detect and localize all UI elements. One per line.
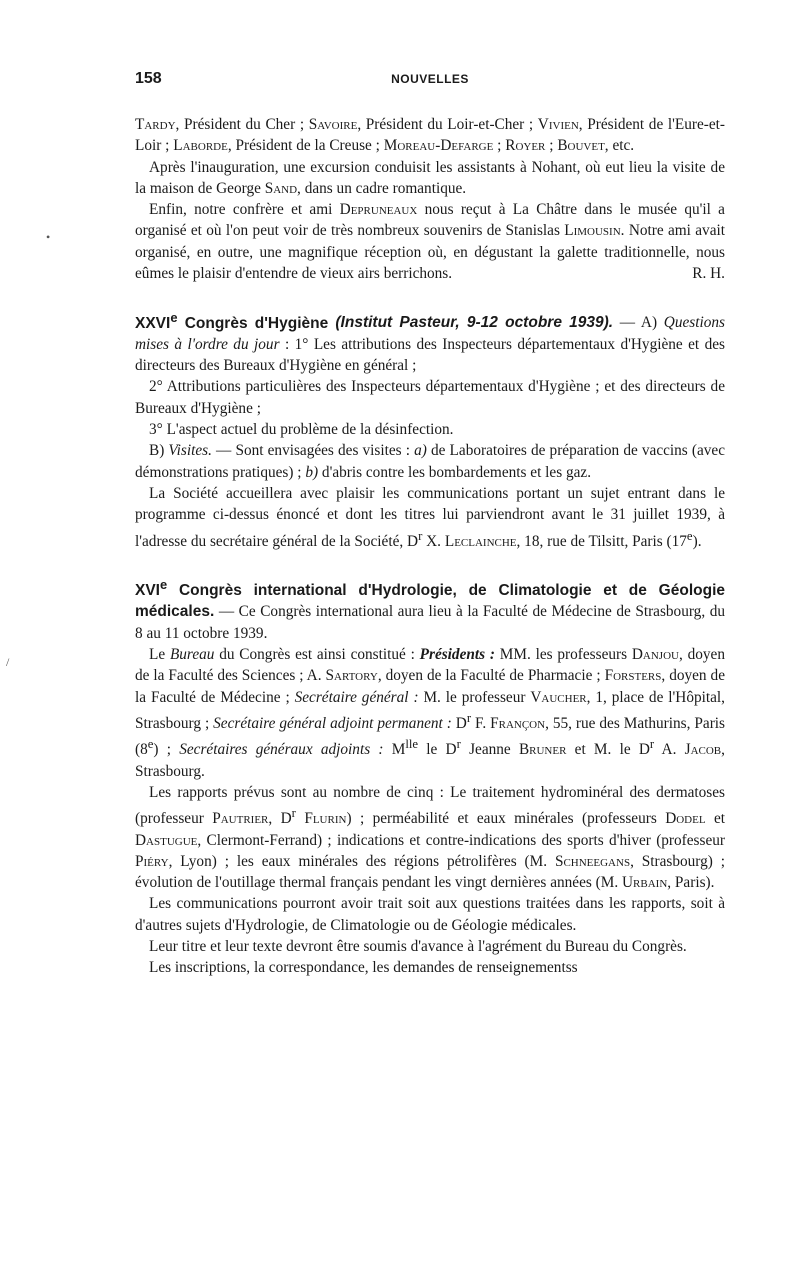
person-name: Depruneaux — [339, 201, 418, 219]
paragraph-approval: Leur titre et leur texte devront être soumis d'avance à l'agrément du Bureau du Congrès. — [149, 938, 687, 956]
person-name: Savoire — [308, 116, 358, 133]
person-name: Jacob — [684, 741, 722, 759]
person-name: Moreau- — [383, 137, 441, 155]
section-heading-subtitle: (Institut Pasteur, 9-12 octobre 1939). — [335, 314, 614, 332]
paragraph-visits: B) Visites. — Sont envisagées des visites : a) de Laboratoires de préparation de vaccins (avec démonstrations pratiques) ; b) d'abris contre les bombardements et les gaz. — [135, 442, 725, 481]
person-name: Tardy — [135, 116, 176, 133]
paragraph-reports: Les rapports prévus sont au nombre de cinq : Le traitement hydrominéral des dermatoses (professeur Pautrier, $D^r$ Flurin) ; perméabilité et eaux minérales (professeurs Dodel et Dastugue, Clermont-Ferrand) ; indications et contre-indications des sports d'hiver (professeur Piéry, Lyon) ; les eaux minérales des régions pétrolifères (M. Schneegans, Strasbourg) ; évolution de l'outillage thermal français pendant les vingt dernières années (M. Urbain, Paris). — [135, 783, 726, 892]
paragraph-communications: Les communications pourront avoir trait soit aux questions traitées dans les rapports, soit à d'autres sujets d'Hydrologie, de Climatologie ou de Géologie médicales. — [135, 895, 725, 934]
person-name: Flurin — [304, 810, 347, 828]
paragraph-delegates: Tardy, Président du Cher ; Savoire, Président du Loir-et-Cher ; Vivien, Président de l'Eure-et-Loir ; Laborde, Président de la Creuse ; Moreau-Defarge ; Royer ; Bouvet, etc. — [135, 116, 725, 155]
section-hygiene-congress: XXVIe Congrès d'Hygiène (Institut Pasteur, 9-12 octobre 1939). — A) Questions mises à l'ordre du jour : 1° Les attributions des Inspecteurs départementaux d'Hygiène et des directeurs des Bureaux d'Hygiène en général ; — [135, 309, 725, 375]
section-heading: XXVIe Congrès d'Hygiène — [135, 309, 336, 332]
person-name: Piéry — [135, 852, 169, 870]
person-name: Defarge — [440, 137, 494, 155]
person-name: Royer — [505, 137, 546, 155]
author-initials: R. H. — [692, 265, 725, 283]
paragraph-inscriptions: Les inscriptions, la correspondance, les demandes de renseignementss — [149, 959, 578, 977]
person-name: Bouvet — [557, 137, 605, 155]
margin-mark: • — [46, 230, 51, 244]
person-name: Vivien — [537, 116, 579, 133]
paragraph-museum: Enfin, notre confrère et ami Depruneaux nous reçut à La Châtre dans le musée qu'il a organisé et où l'on peut voir de très nombreux souvenirs de Stanislas Limousin. Notre ami avait organisé, en outre, une magnifique réception où, en dégustant la galette traditionnelle, nous eûmes le plaisir d'entendre de vieux airs berrichons. R. H. — [135, 199, 725, 284]
page-number: 158 — [135, 70, 162, 87]
person-name: Pautrier — [212, 810, 269, 828]
person-name: Forsters — [604, 667, 662, 685]
person-name: Vaucher — [530, 688, 587, 706]
margin-mark: / — [6, 655, 10, 669]
paragraph-excursion: Après l'inauguration, une excursion conduisit les assistants à Nohant, où eut lieu la visite de la maison de George Sand, dans un cadre romantique. — [135, 158, 725, 197]
person-name: Françon — [490, 714, 546, 732]
paragraph-submissions: La Société accueillera avec plaisir les communications portant un sujet entrant dans le programme ci-dessus énoncé et dont les titres lui parviendront avant le 31 juillet 1939, à l'adresse du secrétaire général de la Société, $D^r$ X. Leclainche, 18, rue de Tilsitt, Paris (17e). — [135, 484, 725, 550]
person-name: Laborde — [173, 137, 228, 155]
person-name: Sartory — [325, 667, 378, 685]
person-name: Urbain — [622, 874, 668, 892]
person-name: Dodel — [665, 810, 706, 828]
person-name: Sand — [264, 179, 298, 197]
person-name: Danjou — [631, 645, 679, 663]
person-name: Bruner — [518, 741, 567, 759]
paragraph-item-2: 2° Attributions particulières des Inspecteurs départementaux d'Hygiène ; et des directeurs de Bureaux d'Hygiène ; — [135, 378, 725, 417]
article-body — [135, 114, 725, 979]
running-title: NOUVELLES — [391, 72, 469, 86]
section-heading: XVIe Congrès international d'Hydrologie, de Climatologie et de Géologie médicales. — [135, 576, 725, 621]
person-name: Leclainche — [444, 532, 517, 550]
paragraph-item-3: 3° L'aspect actuel du problème de la désinfection. — [149, 421, 454, 439]
person-name: Limousin — [564, 222, 621, 240]
page-header — [135, 70, 725, 94]
section-hydrology-congress: XVIe Congrès international d'Hydrologie, de Climatologie et de Géologie médicales. — Ce Congrès international aura lieu à la Faculté de Médecine de Strasbourg, du 8 au 11 octobre 1939. — [135, 576, 725, 642]
person-name: Dastugue — [135, 831, 198, 849]
person-name: Schneegans — [554, 852, 631, 870]
paragraph-bureau: Le Bureau du Congrès est ainsi constitué : Présidents : MM. les professeurs Danjou, doyen de la Faculté des Sciences ; A. Sartory, doyen de la Faculté de Pharmacie ; Forsters, doyen de la Faculté de Médecine ; Secrétaire général : M. le professeur Vaucher, 1, place de l'Hôpital, Strasbourg ; Secrétaire général adjoint permanent : $D^r$ F. Françon, 55, rue des Mathurins, Paris (8e) ; Secrétaires généraux adjoints : $M^{lle}$ le $D^r$ Jeanne Bruner et M. le $D^r$ A. Jacob, Strasbourg. — [135, 645, 725, 780]
